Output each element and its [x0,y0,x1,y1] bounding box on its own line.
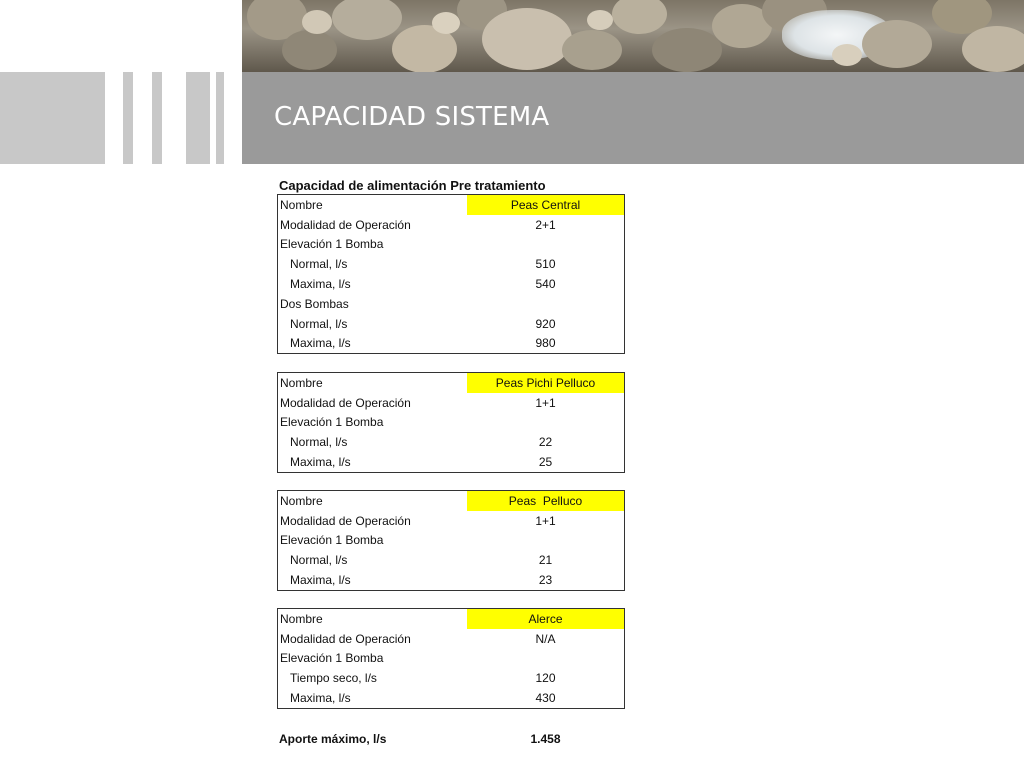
table-row [278,550,624,570]
row-value: 21 [538,553,553,568]
total-label: Aporte máximo, l/s [279,732,387,746]
row-value: 120 [535,671,556,686]
row-value: 980 [535,336,556,351]
decor-bar [152,72,162,164]
table-row [278,334,624,354]
row-label: Elevación 1 Bomba [280,533,384,548]
table-peas-central [277,194,625,354]
row-label: Normal, l/s [290,257,348,272]
row-value: 2+1 [535,217,556,232]
table-row [278,432,624,452]
table-row [278,629,624,649]
row-value [467,531,624,551]
row-label: Elevación 1 Bomba [280,415,384,430]
row-label: Maxima, l/s [290,277,351,292]
row-value [467,294,624,314]
row-label: Tiempo seco, l/s [290,671,377,686]
table-row [278,688,624,708]
row-label: Modalidad de Operación [280,631,411,646]
row-label: Elevación 1 Bomba [280,237,384,252]
row-label: Normal, l/s [290,316,348,331]
row-value: Alerce [467,609,624,629]
row-label: Modalidad de Operación [280,395,411,410]
table-row [278,294,624,314]
row-label: Nombre [280,611,323,626]
row-label: Modalidad de Operación [280,513,411,528]
total-row [279,732,625,746]
table-row [278,274,624,294]
row-value [467,649,624,669]
row-value: 1+1 [535,513,556,528]
table-row [278,491,624,511]
row-value: 23 [538,573,553,588]
table-row [278,254,624,274]
table-row [278,314,624,334]
row-value: Peas Central [467,195,624,215]
row-value: Peas Pelluco [467,491,624,511]
table-row [278,531,624,551]
page-title: CAPACIDAD SISTEMA [274,102,550,132]
stones-photo [242,0,1024,72]
table-heading: Capacidad de alimentación Pre tratamiento [279,178,546,193]
table-row [278,668,624,688]
table-row [278,452,624,472]
row-label: Dos Bombas [280,296,349,311]
table-row [278,195,624,215]
row-value: 430 [535,691,556,706]
row-value [467,235,624,255]
table-row [278,609,624,629]
table-row [278,649,624,669]
row-value: 540 [535,277,556,292]
row-value: 25 [538,455,553,470]
row-value: 510 [535,257,556,272]
row-label: Elevación 1 Bomba [280,651,384,666]
decor-bar-main [0,72,105,164]
decor-bar [186,72,210,164]
row-value: N/A [535,631,556,646]
row-label: Maxima, l/s [290,455,351,470]
table-alerce [277,608,625,709]
row-label: Nombre [280,375,323,390]
table-row [278,393,624,413]
table-row [278,215,624,235]
table-row [278,413,624,433]
decor-bar [216,72,224,164]
row-label: Modalidad de Operación [280,217,411,232]
table-row [278,511,624,531]
decor-bar [123,72,133,164]
row-value: 1+1 [535,395,556,410]
table-row [278,235,624,255]
row-label: Maxima, l/s [290,573,351,588]
total-value: 1.458 [530,732,561,746]
row-label: Maxima, l/s [290,691,351,706]
row-label: Normal, l/s [290,435,348,450]
row-label: Normal, l/s [290,553,348,568]
row-value [467,413,624,433]
row-label: Nombre [280,493,323,508]
table-row [278,570,624,590]
table-peas-pelluco [277,490,625,591]
row-label: Maxima, l/s [290,336,351,351]
title-band [242,72,1024,164]
table-peas-pichi-pelluco [277,372,625,473]
row-label: Nombre [280,197,323,212]
row-value: 920 [535,316,556,331]
row-value: 22 [538,435,553,450]
table-row [278,373,624,393]
row-value: Peas Pichi Pelluco [467,373,624,393]
